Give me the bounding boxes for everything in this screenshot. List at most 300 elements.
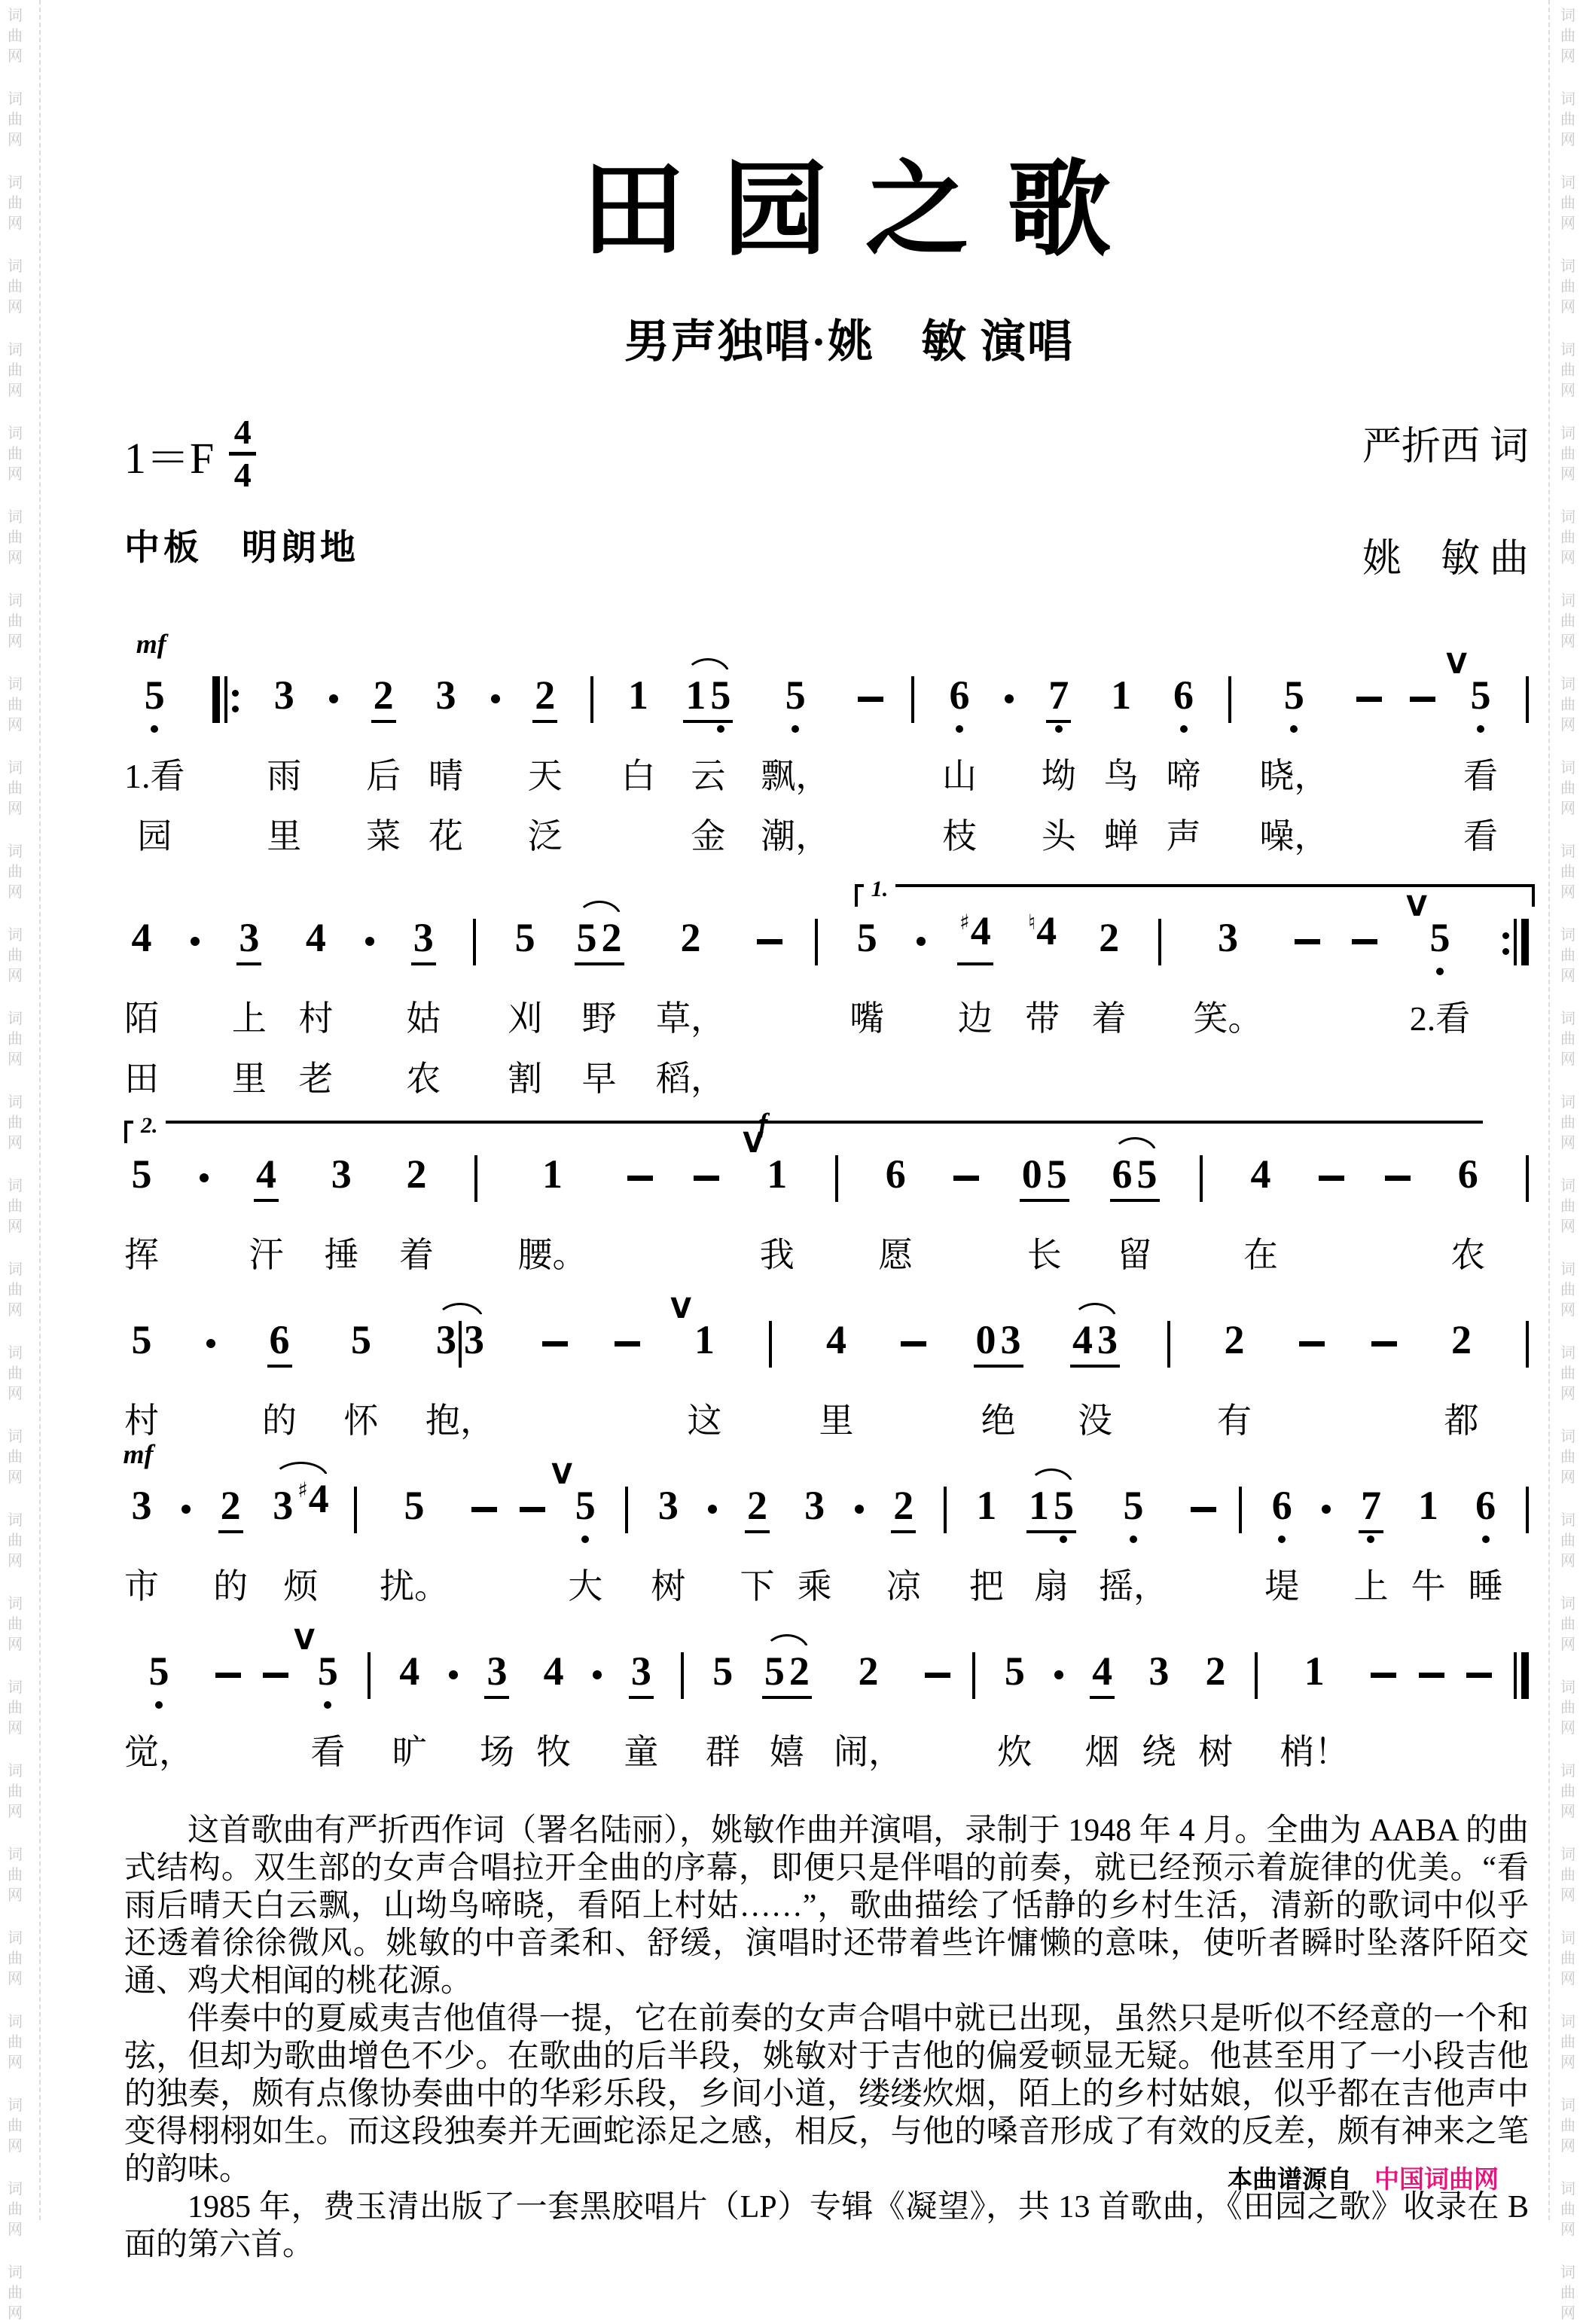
note [213,1481,248,1607]
note-digit: 1 [683,673,708,737]
low-octave-dot [1180,725,1188,733]
note-digit: 5 [1045,1152,1069,1215]
low-octave-dot [1290,725,1298,733]
low-octave-dot [792,725,799,733]
lyric-syllable: 晓， [1259,757,1329,795]
note-digit: 3 [629,1649,654,1713]
note-digit: 6 [947,673,971,737]
barline [944,1487,947,1547]
note [1193,913,1262,1099]
note [262,1315,297,1441]
dot-glyph [181,1505,191,1514]
barline-token [1239,1481,1242,1607]
dash-note [263,1646,288,1773]
note-row [124,1108,1529,1276]
lyric-syllable: 着 [1091,999,1127,1038]
watermark-text: 词 曲 网 [1560,1094,1575,1151]
watermark-text: 词 曲 网 [1560,927,1575,984]
dynamic-marking: mf [136,629,166,659]
note-digit: 5 [131,1317,152,1362]
note-digit: 5 [1121,1484,1146,1547]
lyric-syllable: 头 [1041,817,1076,855]
low-octave-dot [324,1701,331,1709]
barline-token [1514,1646,1529,1773]
note-digit: 6 [1457,1151,1478,1197]
volta-label: 1. [864,877,896,902]
lyric-syllable: 长 [1026,1236,1062,1274]
lyric-syllable: 的 [213,1567,249,1606]
note-digit: 2 [745,1484,770,1547]
dash-line [1352,939,1377,944]
lyric-syllable: 树 [1197,1733,1233,1771]
dash-line [542,1341,568,1347]
lyric-syllable: 白 [621,757,656,795]
note-digit: 7 [1046,673,1071,737]
note-digit: 3 [411,916,436,979]
note-digit: 4 [131,915,152,960]
lyric-syllable: 烟 [1084,1733,1120,1771]
note-digit: 2 [532,673,557,737]
lyric-syllable: 觉， [124,1733,194,1771]
lyric-syllable: 飘， [761,757,831,795]
tempo-marking: 中板 明朗地 [124,528,359,568]
footer-site-name[interactable]: 中国词曲网 [1374,2165,1499,2193]
lyric-syllable: 里 [267,817,302,855]
barline-token [1228,670,1231,857]
breath-mark-icon: V [1446,648,1468,681]
lyric-syllable: 大 [568,1567,603,1606]
watermark-left-dashed-line [39,0,41,2220]
watermark-text: 词 曲 网 [8,760,23,817]
lyric-syllable: 绝 [981,1401,1016,1440]
note-digit: 3 [273,672,294,718]
note [957,908,993,1099]
watermark-text: 词 曲 网 [1560,1679,1575,1737]
lyric-syllable: 里 [819,1401,854,1440]
dash-note [1299,1315,1325,1441]
note [232,913,267,1099]
dash-note [215,1646,241,1773]
note [123,1439,159,1607]
note-group [683,670,733,857]
repeat-end-barline [1502,919,1529,979]
watermark-text: 词 曲 网 [8,1261,23,1319]
note-group [426,1315,495,1441]
repeat-start-barline [212,676,239,737]
note-digit: 3 [273,1483,294,1528]
barline [474,1155,477,1215]
music-system [124,1292,1529,1441]
lyric-syllable: 村 [298,999,334,1038]
lyric-syllable: 牧 [536,1733,572,1771]
note-digit: 3 [464,1317,484,1362]
barline-token [625,1481,628,1607]
lyric-syllable: 愿 [878,1236,914,1274]
note-digit: 4 [305,915,326,960]
dot-glyph [191,937,200,946]
note [1469,1481,1503,1607]
watermark-text: 词 曲 网 [1560,175,1575,232]
low-octave-dot [151,725,158,733]
note [1259,670,1328,857]
note-group [575,913,624,1099]
lyric-syllable: 金 [691,817,726,855]
note [344,1315,379,1441]
watermark-text: 词 曲 网 [1560,1011,1575,1068]
note [480,1646,514,1773]
dash-line [520,1507,545,1512]
dot-glyph [449,1670,458,1679]
lyric-syllable: 群 [705,1733,740,1771]
low-octave-dot [1055,725,1063,733]
watermark-right [1533,0,1580,2322]
lyric-syllable: 割 [508,1060,543,1098]
note-digit: 5 [131,1151,152,1197]
low-octave-dot [1436,968,1444,975]
tie-arc [273,1462,329,1480]
note-digit: 2 [787,1649,812,1713]
watermark-text: 词 曲 网 [1560,1178,1575,1235]
watermark-text: 词 曲 网 [8,91,23,148]
note-digit: ♯4 [297,1476,329,1521]
duration-dot [1322,1481,1331,1607]
footer [124,2160,1499,2195]
note [798,1481,832,1607]
watermark-text: 词 曲 网 [1560,91,1575,148]
note [1198,1646,1233,1773]
lyric-syllable: 声 [1166,817,1201,855]
lyric-syllable: 树 [651,1567,686,1606]
watermark-text: 词 曲 网 [1560,1512,1575,1569]
note [124,913,159,1099]
note-digit: 2 [371,673,396,737]
dash-line [215,1673,241,1678]
note [849,913,884,1099]
note-digit: 2 [1099,915,1120,960]
dot-glyph [593,1670,602,1679]
breath-mark-icon: V [743,1127,764,1160]
beamed-group [762,1649,812,1713]
tie-arc [685,658,731,676]
dash-line [901,1341,926,1347]
dash-line [694,1176,719,1181]
dash-note [953,1149,979,1276]
watermark-text: 词 曲 网 [1560,760,1575,817]
note-row [124,1624,1529,1773]
note-digit: 1 [1418,1483,1439,1528]
note-digit: ♮4 [1028,908,1057,953]
note-digit: 0 [974,1318,999,1381]
note [1217,1315,1252,1441]
beamed-group [974,1318,1023,1381]
music-system [123,1439,1529,1607]
lyric-syllable: 枝 [941,817,977,855]
note-digit: 4 [543,1648,564,1694]
note-digit: 4 [1090,1649,1115,1713]
lyricist-credit: 严折西 词 [1362,425,1529,468]
lyric-syllable: 村 [124,1401,159,1440]
lyric-syllable: 场 [479,1733,514,1771]
note [124,1315,159,1441]
barline-token [944,1481,947,1607]
lyric-syllable: 云 [691,757,726,795]
note-digit: 2 [858,1648,879,1694]
watermark-text: 词 曲 网 [8,843,23,901]
watermark-text: 词 曲 网 [8,1930,23,1987]
dash-note [1466,1646,1492,1773]
note [249,1149,284,1276]
dash-note [694,1149,719,1276]
watermark-right-dashed-line [1548,0,1550,2220]
lyric-syllable: 的 [262,1401,297,1440]
low-octave-dot [717,725,724,733]
watermark-text: 词 曲 网 [1560,1847,1575,1904]
lyric-syllable: 天 [527,757,563,795]
watermark-text: 词 曲 网 [1560,342,1575,399]
note-digit: 3 [331,1151,352,1197]
lyric-syllable: 腰。 [517,1236,587,1274]
dot-glyph [1005,694,1014,703]
watermark-text: 词 曲 网 [1560,1930,1575,1987]
barline-token [354,1481,357,1607]
lyric-syllable: 早 [581,1060,617,1098]
duration-dot [191,913,200,1099]
dash-note [1385,1149,1411,1276]
lyric-syllable: 旷 [392,1733,427,1771]
tie-arc [1029,1469,1074,1487]
note-digit: 1 [767,1151,788,1197]
lyric-syllable: 挥 [124,1236,159,1274]
lyric-syllable: 捶 [324,1236,359,1274]
lyric-syllable: 我 [759,1236,795,1274]
score [123,629,1529,1773]
barline-token [1526,1315,1529,1441]
low-octave-dot [1367,1536,1374,1543]
note-digit: 6 [885,1151,906,1197]
note [366,670,401,857]
beamed-group [1110,1152,1160,1215]
barline-token [1526,1149,1529,1276]
note-digit: 6 [1171,673,1196,737]
note-row [123,1439,1529,1607]
note [1099,1481,1168,1607]
watermark-text: 词 曲 网 [8,509,23,566]
duration-dot [365,913,374,1099]
barline [1167,1321,1170,1381]
note-digit: 6 [1270,1484,1295,1547]
note [942,670,977,857]
low-octave-dot [1060,1536,1067,1543]
composer-credit: 姚 敏 曲 [1362,538,1529,581]
lyric-syllable: 绕 [1141,1733,1176,1771]
note [392,1646,427,1773]
lyric-syllable: 泛 [527,817,563,855]
barline-token [911,670,914,857]
note-digit: 2 [1451,1317,1472,1362]
note [1243,1149,1278,1276]
lyric-syllable: 留 [1117,1236,1152,1274]
breath-mark-icon: V [670,1292,691,1325]
watermark-text: 词 曲 网 [8,2181,23,2238]
beamed-group [683,673,733,737]
beamed-group [1026,1484,1076,1547]
lyric-syllable: 看 [1463,757,1498,795]
note-digit: 2 [1224,1317,1245,1362]
note [1450,1149,1485,1276]
lyric-syllable: 抱， [426,1401,495,1440]
dash-note [1356,670,1382,857]
dash-line [953,1176,979,1181]
lyric-syllable: 陌 [124,999,159,1038]
dynamic-marking: mf [123,1439,154,1469]
note [528,670,563,857]
barline [815,919,818,979]
duration-dot [200,1149,209,1276]
note-digit: 5 [351,1317,371,1362]
note-digit: 4 [826,1317,846,1362]
footer-prefix: 本曲谱源自 [1228,2165,1352,2193]
duration-dot [917,913,926,1099]
barline [769,1321,772,1381]
credits [1362,414,1529,583]
song-description [124,1812,1529,2264]
watermark-right-text [1560,6,1575,2324]
lyric-syllable: 堤 [1264,1567,1300,1606]
song-title: 田 园 之 歌 [581,153,1118,268]
watermark-text: 词 曲 网 [1560,1429,1575,1486]
note-digit: 4 [1250,1151,1271,1197]
note [624,1646,658,1773]
barline-token [1167,1315,1170,1441]
barline-token [1502,913,1529,1099]
note-digit: 0 [1020,1152,1045,1215]
duration-dot [206,1315,215,1441]
dash-line [1356,697,1382,702]
note-digit: 5 [708,673,733,737]
duration-dot [855,1481,864,1607]
beamed-group [1020,1152,1069,1215]
lyric-syllable: 扰。 [379,1567,449,1606]
note [886,1481,921,1607]
note-group [974,1315,1023,1441]
key-label: 1＝F [124,433,215,483]
watermark-text: 词 曲 网 [1560,258,1575,316]
lyric-syllable: 梢！ [1280,1733,1350,1771]
dash-line [263,1673,288,1678]
lyric-syllable: 农 [406,1060,441,1098]
note [518,1149,587,1276]
barline [1228,676,1231,737]
note [1444,1315,1479,1441]
note-digit: 3 [484,1649,509,1713]
lyric-syllable: 后 [366,757,401,795]
note [124,629,185,857]
lyric-syllable: 怀 [343,1401,379,1440]
low-octave-dot [581,1536,589,1543]
duration-dot [1005,670,1014,857]
note-digit: 1 [694,1317,715,1362]
duration-dot [449,1646,458,1773]
watermark-text: 词 曲 网 [8,593,23,650]
watermark-text: 词 曲 网 [8,258,23,316]
note-digit: 5 [404,1483,425,1528]
dash-note [1410,670,1435,857]
note-digit: 4 [254,1152,279,1215]
note-digit: 3 [435,672,456,718]
lyric-syllable: 上 [231,999,267,1038]
lyric-syllable: 野 [581,999,617,1038]
description-paragraph: 这首歌曲有严折西作词（署名陆丽），姚敏作曲并演唱，录制于 1948 年 4 月。全曲为 AABA 的曲式结构。双生部的女声合唱拉开全曲的序幕，即便只是伴唱的前奏，就已经预示着旋律的优美。“看雨后晴天白云飘，山坳鸟啼晓，看陌上村姑……”，歌曲描绘了恬静的乡村生活，清新的歌词中似乎还透着徐徐微风。姚敏的中音柔和、舒缓，演唱时还带着些许慵懒的意味，使听者瞬时坠落阡陌交通、鸡犬相闻的桃花源。 [124,1813,1529,1999]
note-digit: 1 [542,1151,563,1197]
dash-line [1319,1176,1344,1181]
note [1025,908,1060,1099]
duration-dot [1054,1646,1063,1773]
time-numerator: 4 [233,413,252,451]
note-digit: 5 [1282,673,1307,737]
barline-token [681,1646,684,1773]
lyric-syllable: 扇 [1033,1567,1069,1606]
note-group [1070,1315,1120,1441]
watermark-text: 词 曲 网 [8,1847,23,1904]
lyric-syllable: 农 [1450,1236,1486,1274]
lyric-syllable: 睡 [1468,1567,1503,1606]
barline [972,1652,975,1713]
note-group [1026,1481,1076,1607]
tie-arc [1072,1303,1118,1321]
barline [354,1487,357,1547]
lyric-syllable: 里 [231,1060,267,1098]
note-group [762,1646,812,1773]
dash-note [615,1315,640,1441]
note-row [124,890,1529,1099]
note [740,1481,775,1607]
final-barline [1514,1652,1529,1713]
note-digit: 3 [436,1317,456,1362]
watermark-text: 词 曲 网 [8,2097,23,2155]
barline [681,1652,684,1713]
lyric-syllable: 嬉 [769,1733,804,1771]
note-digit: 6 [267,1318,292,1381]
note [124,1149,159,1276]
note-digit: 2 [680,915,701,960]
note-digit: 1 [1026,1484,1051,1547]
watermark-text: 词 曲 网 [8,1094,23,1151]
barline [368,1652,371,1713]
lyric-syllable: 坳 [1041,757,1076,795]
lyric-syllable: 看 [310,1733,346,1771]
note [1042,670,1076,857]
watermark-text: 词 曲 网 [1560,1596,1575,1653]
note-digit: 7 [1359,1484,1383,1547]
note-digit: 3 [999,1318,1023,1381]
note-digit: 1 [976,1483,997,1528]
music-system [124,877,1529,1099]
music-system [124,1624,1529,1773]
dash-line [471,1507,497,1512]
dot-glyph [365,937,374,946]
watermark-text: 词 曲 网 [1560,2265,1575,2322]
watermark-text: 词 曲 网 [1560,1261,1575,1319]
time-denominator: 4 [233,456,252,495]
note-digit: 5 [783,673,808,737]
note-digit: 2 [599,916,624,979]
dash-line [1385,1176,1411,1181]
dash-line [925,1673,950,1678]
watermark-text: 词 曲 网 [1560,2014,1575,2071]
note [706,1646,740,1773]
lyric-syllable: 草， [655,999,725,1038]
lyric-syllable: 摇， [1099,1567,1169,1606]
